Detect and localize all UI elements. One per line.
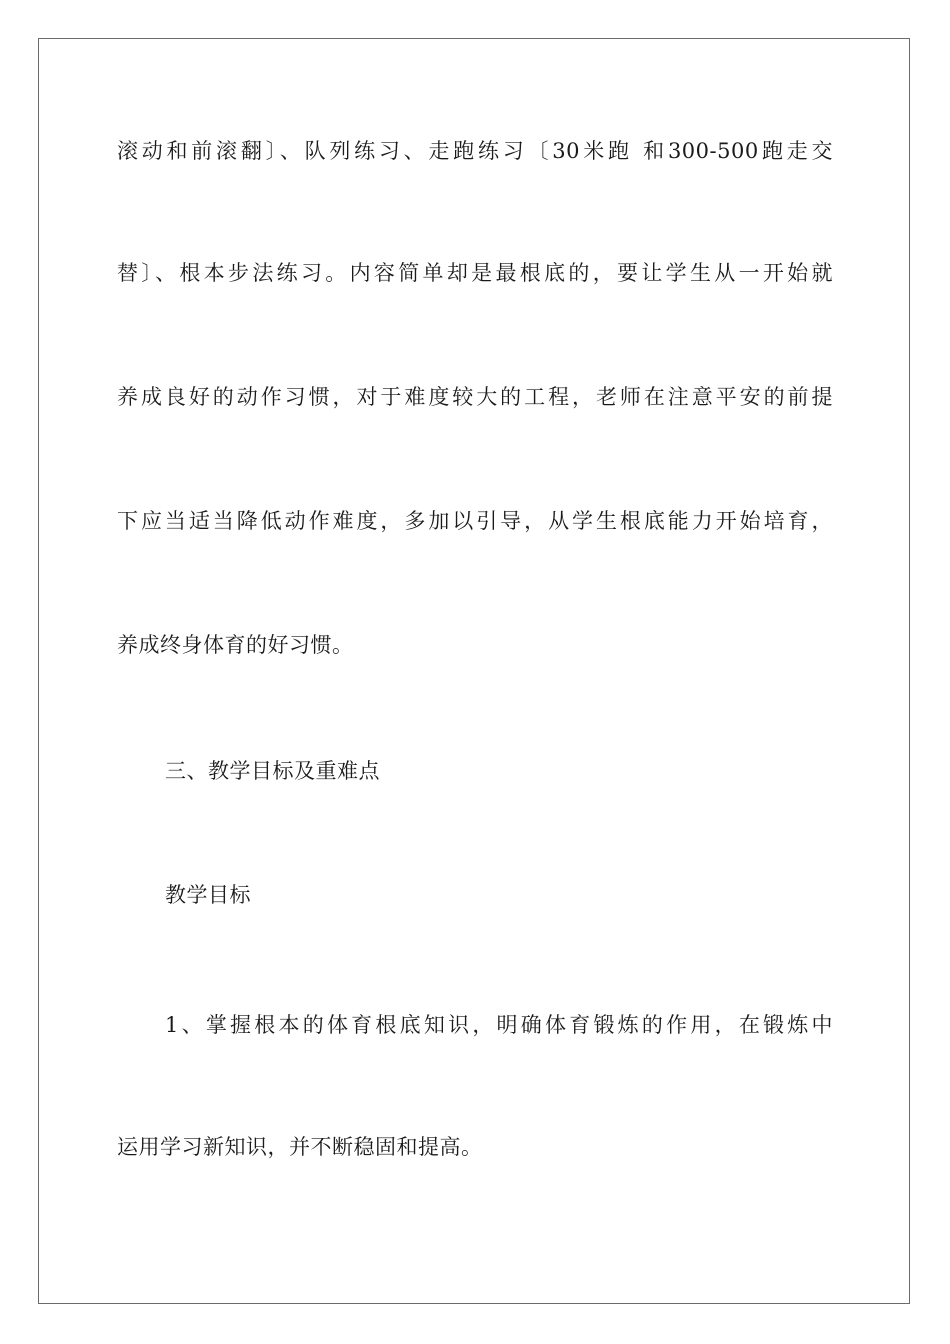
paragraph-line-5: 养成终身体育的好习惯。 — [117, 633, 354, 657]
goal-item-1-line-2: 运用学习新知识，并不断稳固和提高。 — [117, 1135, 483, 1159]
section-heading: 三、教学目标及重难点 — [165, 759, 380, 783]
paragraph-line-3: 养成良好的动作习惯，对于难度较大的工程，老师在注意平安的前提 — [117, 385, 833, 409]
subheading-teaching-goals: 教学目标 — [165, 883, 251, 907]
paragraph-line-4: 下应当适当降低动作难度，多加以引导，从学生根底能力开始培育， — [117, 509, 833, 533]
paragraph-line-2: 替〕、根本步法练习。内容简单却是最根底的，要让学生从一开始就 — [117, 261, 833, 285]
goal-item-1-line-1: 1、掌握根本的体育根底知识，明确体育锻炼的作用，在锻炼中 — [165, 1013, 833, 1037]
page-border — [38, 38, 910, 1304]
paragraph-line-1: 滚动和前滚翻〕、队列练习、走跑练习〔30米跑 和300-500跑走交 — [117, 139, 833, 163]
